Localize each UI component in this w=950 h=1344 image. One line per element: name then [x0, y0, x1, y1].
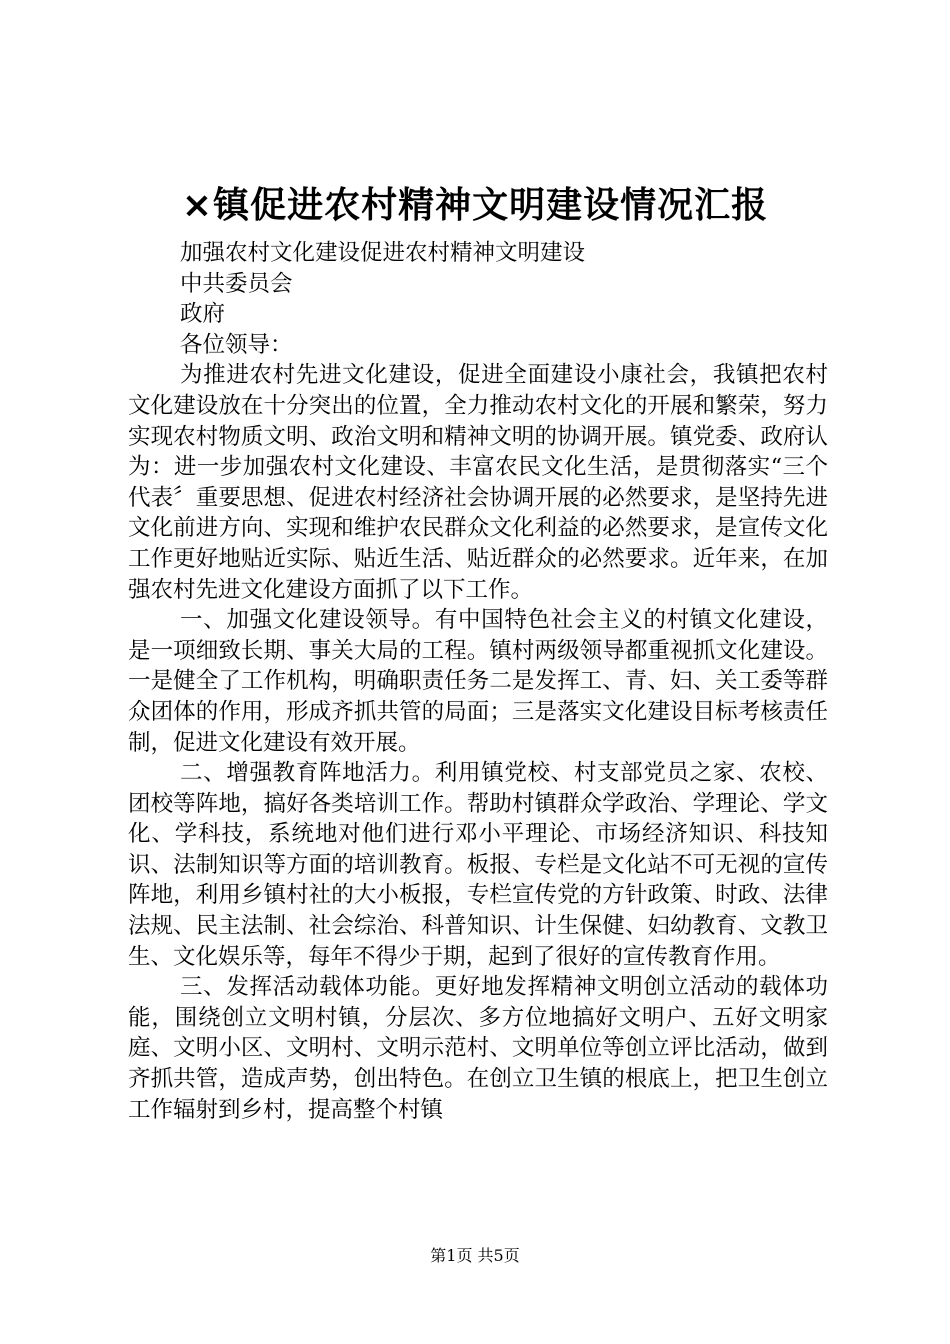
section-one-paragraph: 一、加强文化建设领导。有中国特色社会主义的村镇文化建设，是一项细致长期、事关大局的工程。镇村两级领导都重视抓文化建设。一是健全了工作机构，明确职责任务二是发挥工、青、妇、关工委等群众团体的作用，形成齐抓共管的局面；三是落实文化建设目标考核责任制，促进文化建设有效开展。 [128, 607, 828, 756]
section-two-paragraph: 二、增强教育阵地活力。利用镇党校、村支部党员之家、农校、团校等阵地，搞好各类培训工作。帮助村镇群众学政治、学理论、学文化、学科技，系统地对他们进行邓小平理论、市场经济知识、科技知识、法制知识等方面的培训教育。板报、专栏是文化站不可无视的宣传阵地，利用乡镇村社的大小板报，专栏宣传党的方针政策、时政、法律法规、民主法制、社会综治、科普知识、计生保健、妇幼教育、文教卫生、文化娱乐等，每年不得少于期，起到了很好的宣传教育作用。 [128, 760, 828, 970]
government-line: 政府 [180, 301, 226, 328]
document-title: ×镇促进农村精神文明建设情况汇报 [181, 185, 769, 226]
intro-paragraph: 为推进农村先进文化建设，促进全面建设小康社会，我镇把农村文化建设放在十分突出的位置，全力推动农村文化的开展和繁荣，努力实现农村物质文明、政治文明和精神文明的协调开展。镇党委、政府认为：进一步加强农村文化建设、丰富农民文化生活，是贯彻落实“三个代表〞重要思想、促进农村经济社会协调开展的必然要求，是坚持先进文化前进方向、实现和维护农民群众文化利益的必然要求，是宣传文化工作更好地贴近实际、贴近生活、贴近群众的必然要求。近年来，在加强农村先进文化建设方面抓了以下工作。 [128, 362, 828, 603]
section-three-paragraph: 三、发挥活动载体功能。更好地发挥精神文明创立活动的载体功能，围绕创立文明村镇，分层次、多方位地搞好文明户、五好文明家庭、文明小区、文明村、文明示范村、文明单位等创立评比活动，做到齐抓共管，造成声势，创出特色。在创立卫生镇的根底上，把卫生创立工作辐射到乡村，提高整个村镇 [128, 974, 828, 1123]
subtitle-line: 加强农村文化建设促进农村精神文明建设 [180, 240, 586, 266]
organization-line: 中共委员会 [180, 270, 293, 297]
document-body [128, 238, 828, 1125]
salutation-line: 各位领导： [180, 331, 293, 358]
page-number-footer: 第1页 共5页 [430, 1246, 520, 1265]
